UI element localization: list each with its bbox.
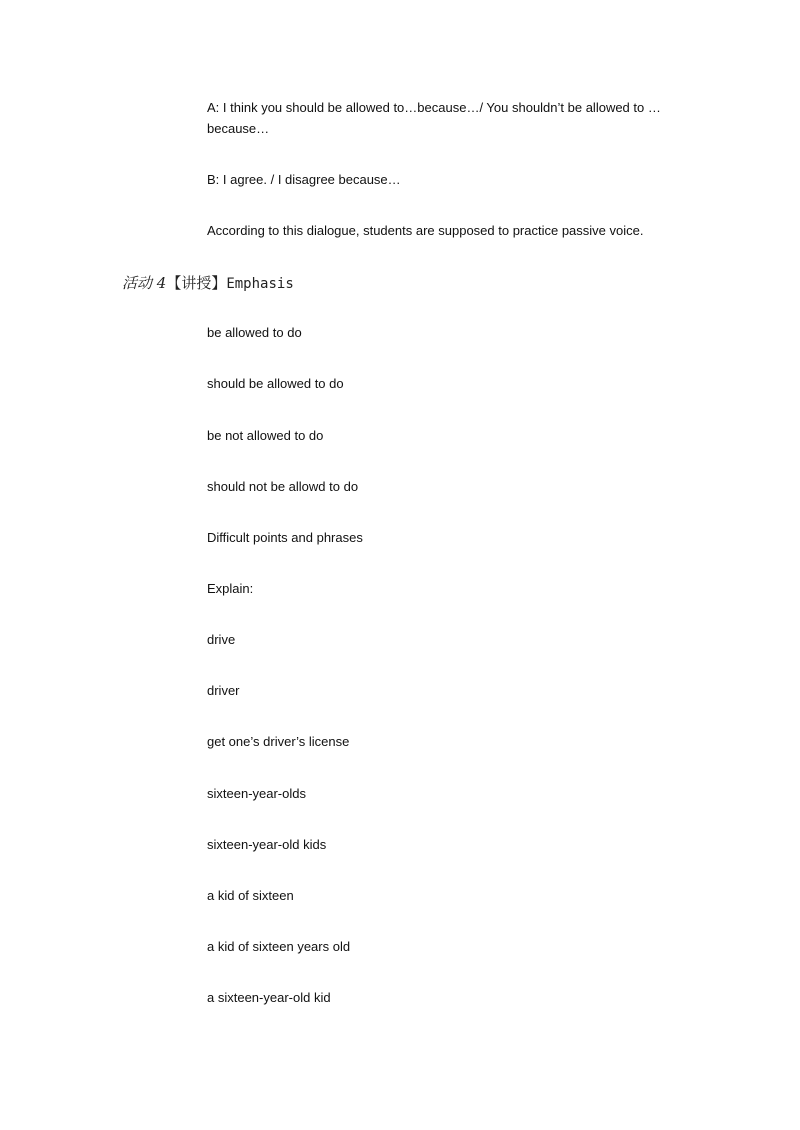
list-item: sixteen-year-old kids (207, 837, 327, 852)
list-item: a sixteen-year-old kid (207, 990, 331, 1005)
list-item: should be allowed to do (207, 376, 344, 391)
activity-label: 活动 4 (122, 274, 167, 292)
list-item: be allowed to do (207, 325, 302, 340)
list-item: driver (207, 683, 240, 698)
list-item: a kid of sixteen (207, 888, 294, 903)
section-heading (122, 272, 294, 295)
list-item: get one’s driver’s license (207, 734, 350, 749)
list-item: drive (207, 632, 236, 647)
list-item: a kid of sixteen years old (207, 939, 351, 954)
bracket-label: 【讲授】 (166, 274, 227, 292)
list-item: should not be allowd to do (207, 479, 359, 494)
list-item: be not allowed to do (207, 428, 324, 443)
list-item: Explain: (207, 581, 254, 596)
list-item: sixteen-year-olds (207, 786, 306, 801)
dialogue-note: According to this dialogue, students are supposed to practice passive voice. (207, 223, 644, 238)
dialogue-line-a: A: I think you should be allowed to…because…/ You shouldn’t be allowed to … because… (207, 100, 661, 136)
dialogue-line-b: B: I agree. / I disagree because… (207, 172, 401, 187)
section-title: Emphasis (226, 276, 294, 292)
list-item: Difficult points and phrases (207, 530, 363, 545)
